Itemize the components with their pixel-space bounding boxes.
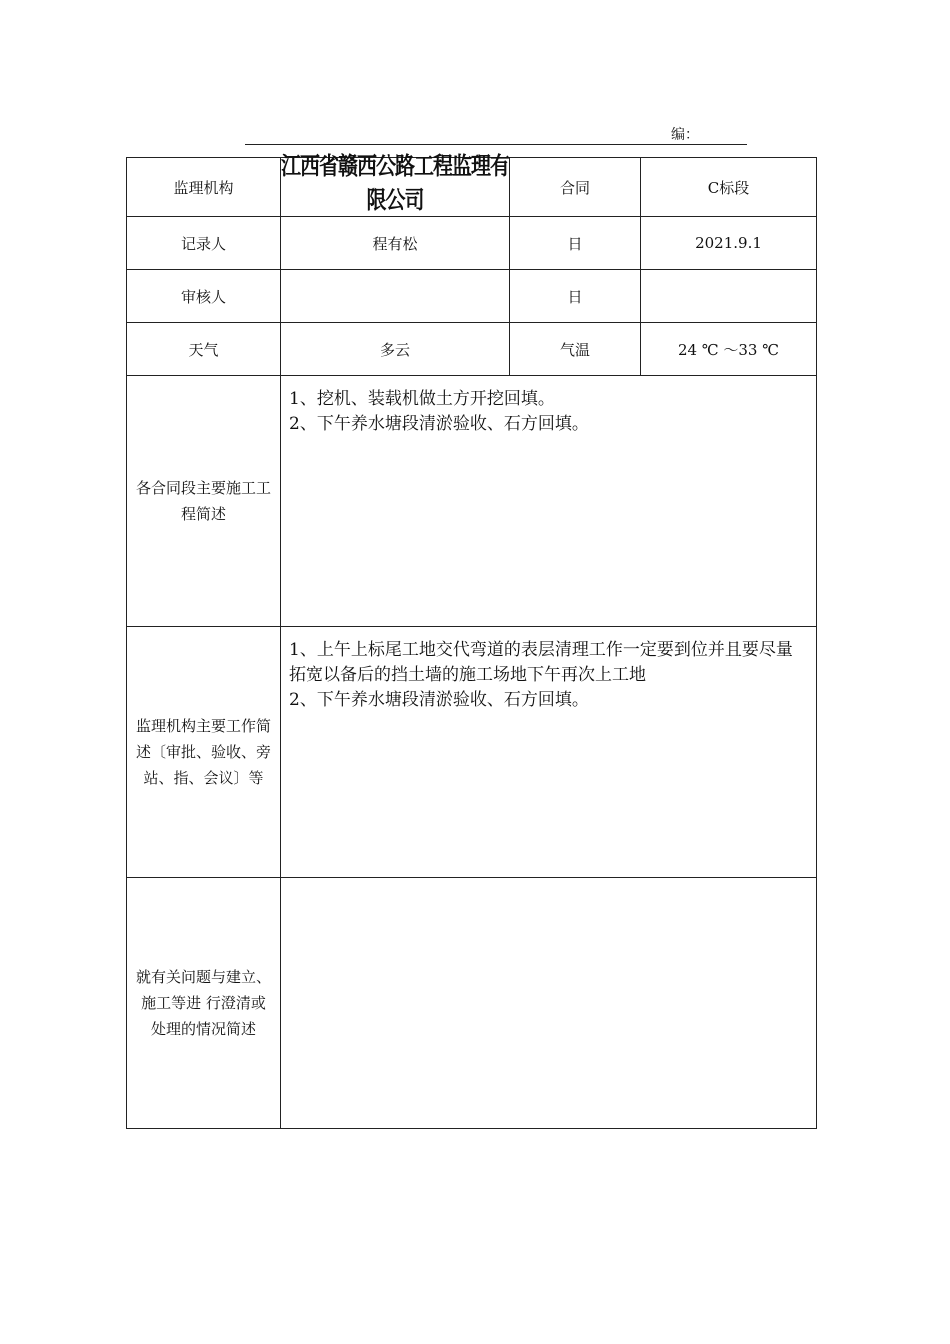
reviewer-value	[281, 270, 510, 323]
supervision-description	[281, 627, 817, 878]
row-issues	[127, 878, 817, 1129]
issues-label: 就有关问题与建立、施工等进 行澄清或处理的情况简述	[127, 878, 281, 1129]
row-weather	[127, 323, 817, 376]
row-reviewer	[127, 270, 817, 323]
row-construction	[127, 376, 817, 627]
row-recorder	[127, 217, 817, 270]
supervision-log-table	[126, 151, 817, 1129]
construction-label: 各合同段主要施工工程简述	[127, 376, 281, 627]
issues-description	[281, 878, 817, 1129]
review-date-label: 日	[510, 270, 641, 323]
construction-description	[281, 376, 817, 627]
row-organization	[127, 158, 817, 217]
date-value: 2021.9.1	[641, 217, 817, 270]
reviewer-label: 审核人	[127, 270, 281, 323]
temperature-value: 24 ℃ ～33 ℃	[641, 323, 817, 376]
contract-label: 合同	[510, 158, 641, 217]
org-name: 江西省赣西公路工程监理有限公司	[281, 151, 509, 215]
date-label: 日	[510, 217, 641, 270]
org-label: 监理机构	[127, 158, 281, 217]
recorder-label: 记录人	[127, 217, 281, 270]
review-date-value	[641, 270, 817, 323]
contract-value: C标段	[641, 158, 817, 217]
supervision-label: 监理机构主要工作简述〔审批、验收、旁站、指、会议〕等	[127, 627, 281, 878]
supervision-line-1: 1、上午上标尾工地交代弯道的表层清理工作一定要到位并且要尽量拓宽以备后的挡土墙的施工场地下午再次上工地	[289, 640, 793, 685]
org-value	[281, 151, 510, 217]
recorder-value: 程有松	[281, 217, 510, 270]
weather-label: 天气	[127, 323, 281, 376]
construction-line-2: 2、下午养水塘段清淤验收、石方回填。	[289, 414, 589, 434]
serial-number-label: 编：	[671, 127, 699, 143]
header-underline	[245, 144, 747, 145]
row-supervision	[127, 627, 817, 878]
construction-line-1: 1、挖机、装载机做土方开挖回填。	[289, 389, 555, 409]
temperature-label: 气温	[510, 323, 641, 376]
weather-value: 多云	[281, 323, 510, 376]
supervision-line-2: 2、下午养水塘段清淤验收、石方回填。	[289, 690, 589, 710]
